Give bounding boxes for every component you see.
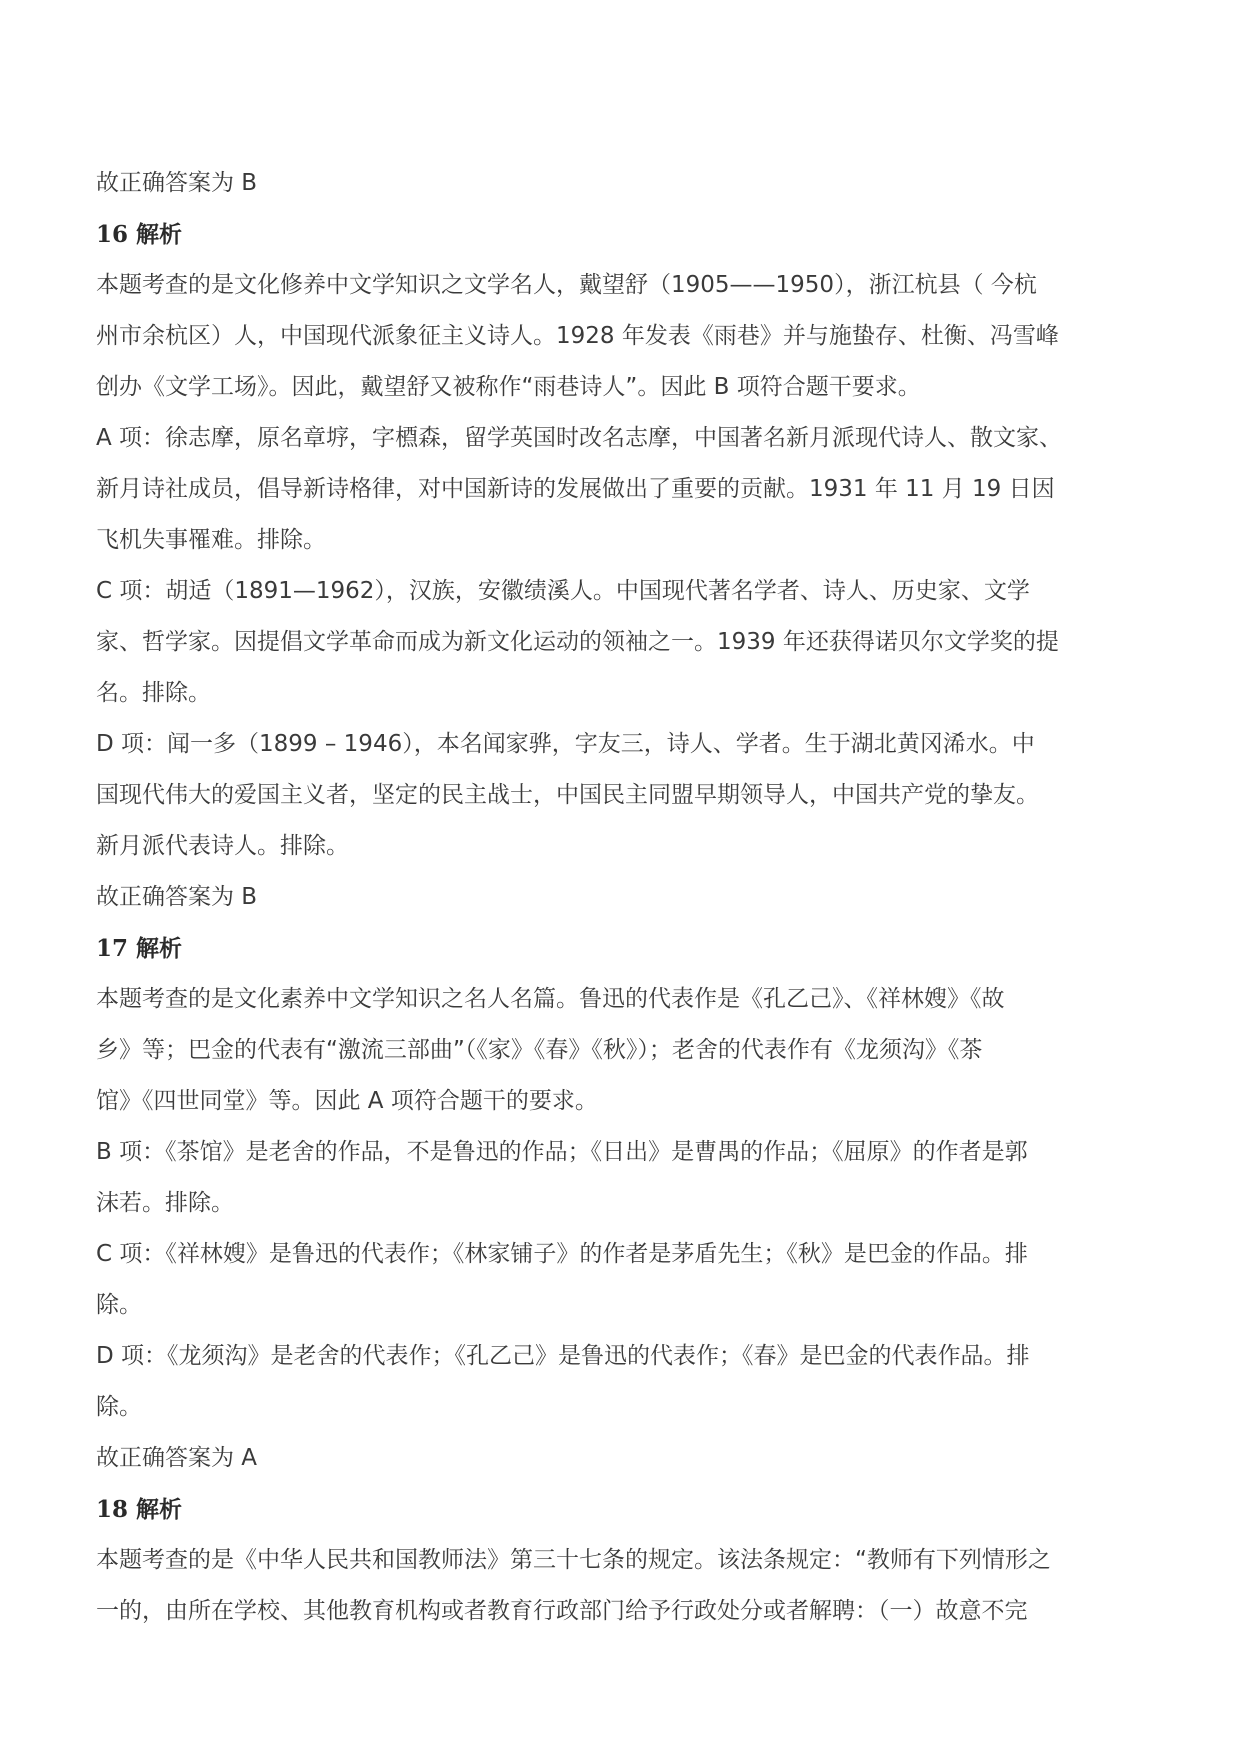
text-line: 家、哲学家。因提倡文学革命而成为新文化运动的领袖之一。1939 年还获得诺贝尔文学奖的提 <box>96 629 1059 655</box>
section-16 <box>96 209 1152 923</box>
answer-text-16: 故正确答案为 B <box>96 884 258 910</box>
text-line: 本题考查的是《中华人民共和国教师法》第三十七条的规定。该法条规定：“教师有下列情形之 <box>96 1547 1051 1573</box>
section-heading-18: 18 解析 <box>96 1496 183 1523</box>
document-page <box>96 158 1152 1637</box>
text-line: 新月派代表诗人。排除。 <box>96 833 349 859</box>
paragraph-option-a-16 <box>96 413 1152 566</box>
answer-text-17: 故正确答案为 A <box>96 1445 258 1471</box>
text-line: A 项：徐志摩，原名章垿，字槱森，留学英国时改名志摩，中国著名新月派现代诗人、散文家、 <box>96 425 1063 451</box>
text-line: 除。 <box>96 1394 142 1420</box>
text-line: B 项：《茶馆》是老舍的作品，不是鲁迅的作品；《日出》是曹禺的作品；《屈原》的作者是郭 <box>96 1139 1028 1165</box>
text-line: 馆》《四世同堂》等。因此 A 项符合题干的要求。 <box>96 1088 598 1114</box>
text-line: 创办《文学工场》。因此，戴望舒又被称作“雨巷诗人”。因此 B 项符合题干要求。 <box>96 374 921 400</box>
paragraph-option-b-17 <box>96 1127 1152 1229</box>
paragraph-option-d-16 <box>96 719 1152 872</box>
text-line: 州市余杭区）人，中国现代派象征主义诗人。1928 年发表《雨巷》并与施蛰存、杜衡、冯雪峰 <box>96 323 1059 349</box>
text-line: 国现代伟大的爱国主义者，坚定的民主战士，中国民主同盟早期领导人，中国共产党的挚友。 <box>96 782 1039 808</box>
text-line: C 项：胡适（1891—1962），汉族，安徽绩溪人。中国现代著名学者、诗人、历史家、文学 <box>96 578 1030 604</box>
text-line: 乡》等；巴金的代表有“激流三部曲”（《家》《春》《秋》）；老舍的代表作有《龙须沟》《茶 <box>96 1037 983 1063</box>
text-line: C 项：《祥林嫂》是鲁迅的代表作；《林家铺子》的作者是茅盾先生；《秋》是巴金的作品。排 <box>96 1241 1028 1267</box>
section-17 <box>96 923 1152 1484</box>
text-line: 一的，由所在学校、其他教育机构或者教育行政部门给予行政处分或者解聘：（一）故意不完 <box>96 1598 1028 1624</box>
text-line: 新月诗社成员，倡导新诗格律，对中国新诗的发展做出了重要的贡献。1931 年 11 月 19 日因 <box>96 476 1055 502</box>
answer-text: 故正确答案为 B <box>96 170 258 196</box>
text-line: 飞机失事罹难。排除。 <box>96 527 326 553</box>
section-heading-16: 16 解析 <box>96 221 183 248</box>
section-18 <box>96 1484 1152 1637</box>
paragraph-intro-17 <box>96 974 1152 1127</box>
text-line: 沫若。排除。 <box>96 1190 234 1216</box>
text-line: 本题考查的是文化素养中文学知识之名人名篇。鲁迅的代表作是《孔乙己》、《祥林嫂》《故 <box>96 986 1005 1012</box>
paragraph-option-c-16 <box>96 566 1152 719</box>
paragraph-option-d-17 <box>96 1331 1152 1433</box>
text-line: D 项：闻一多（1899 – 1946），本名闻家骅，字友三，诗人、学者。生于湖北黄冈浠水。中 <box>96 731 1035 757</box>
text-line: 本题考查的是文化修养中文学知识之文学名人，戴望舒（1905——1950），浙江杭县（ 今杭 <box>96 272 1037 298</box>
paragraph-intro-16 <box>96 260 1152 413</box>
section-heading-17: 17 解析 <box>96 935 183 962</box>
text-line: 名。排除。 <box>96 680 211 706</box>
text-line: D 项：《龙须沟》是老舍的代表作；《孔乙己》是鲁迅的代表作；《春》是巴金的代表作品。排 <box>96 1343 1030 1369</box>
paragraph-option-c-17 <box>96 1229 1152 1331</box>
paragraph-intro-18 <box>96 1535 1152 1637</box>
text-line: 除。 <box>96 1292 142 1318</box>
answer-line-prev <box>96 158 1152 209</box>
